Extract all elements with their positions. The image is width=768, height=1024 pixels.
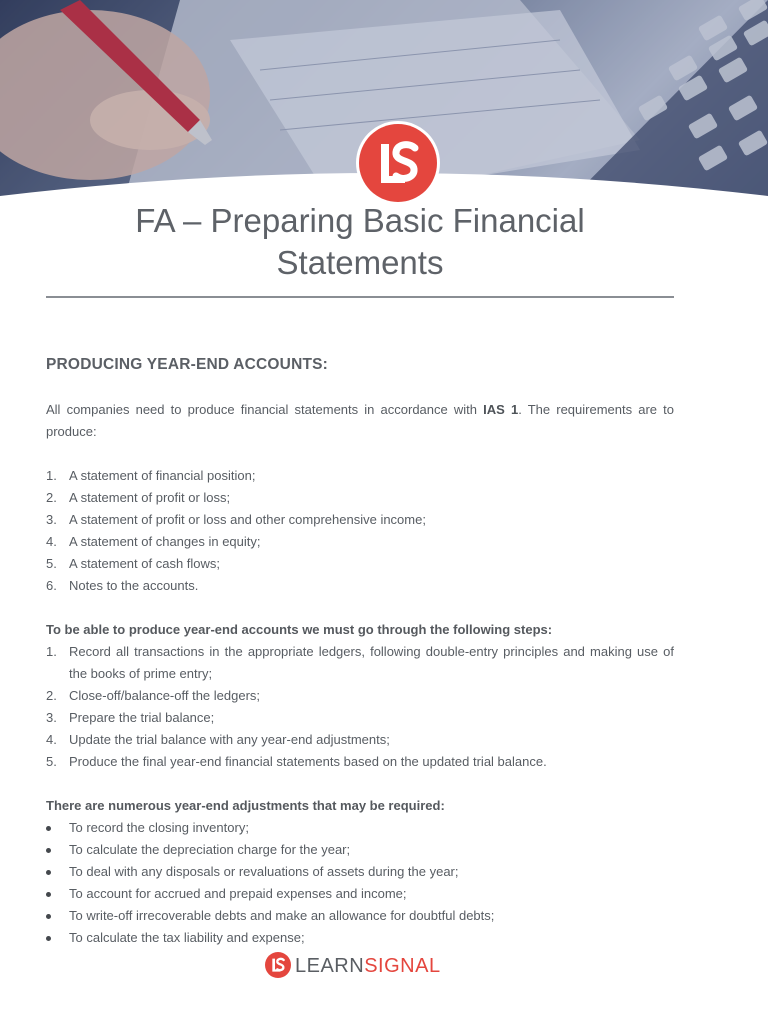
list-number: 4. — [46, 732, 57, 747]
ls-monogram-icon — [265, 952, 291, 978]
footer-brand-logo — [265, 951, 455, 979]
standard-reference: IAS 1 — [483, 402, 519, 417]
ls-monogram-icon — [359, 124, 437, 202]
list-item — [46, 905, 674, 927]
title-divider — [46, 296, 674, 298]
list-item-text: To deal with any disposals or revaluations of assets during the year; — [69, 864, 459, 879]
list-item — [46, 465, 674, 487]
list-item — [46, 883, 674, 905]
title-line-2: Statements — [276, 244, 444, 281]
list-item-text: To write-off irrecoverable debts and make an allowance for doubtful debts; — [69, 908, 495, 923]
list-item-text: To calculate the tax liability and expense; — [69, 930, 305, 945]
list-item — [46, 509, 674, 531]
list-number: 5. — [46, 556, 57, 571]
list-item — [46, 487, 674, 509]
list-item-text: To calculate the depreciation charge for the year; — [69, 842, 351, 857]
list-item — [46, 553, 674, 575]
list-item-text: Notes to the accounts. — [69, 578, 199, 593]
spacer — [46, 773, 674, 795]
statements-list — [46, 465, 674, 597]
bullet-icon — [46, 870, 51, 875]
list-item — [46, 927, 674, 949]
list-item — [46, 729, 674, 751]
footer-brand-name — [295, 954, 441, 978]
intro-text-end: . The requirements are to produce: — [46, 402, 675, 439]
title-line-1: FA – Preparing Basic Financial — [135, 202, 585, 239]
document-title — [46, 200, 674, 284]
spacer — [46, 443, 674, 465]
section-heading: PRODUCING YEAR-END ACCOUNTS: — [46, 356, 329, 373]
brand-learn: LEARN — [295, 955, 365, 977]
bullet-icon — [46, 848, 51, 853]
list-item-text: A statement of profit or loss and other comprehensive income; — [69, 512, 426, 527]
list-item-text: A statement of cash flows; — [69, 556, 221, 571]
list-number: 2. — [46, 688, 57, 703]
bullet-icon — [46, 826, 51, 831]
list-item — [46, 641, 674, 685]
list-number: 6. — [46, 578, 57, 593]
brand-signal: SIGNAL — [364, 955, 441, 977]
list-item — [46, 817, 674, 839]
list-item-text: Produce the final year-end financial statements based on the updated trial balance. — [69, 754, 547, 769]
ls-mark-icon — [265, 952, 291, 978]
list-item — [46, 751, 674, 773]
adjustments-list — [46, 817, 674, 949]
list-number: 3. — [46, 512, 57, 527]
list-item — [46, 575, 674, 597]
list-item-text: A statement of financial position; — [69, 468, 256, 483]
list-item-text: Close-off/balance-off the ledgers; — [69, 688, 261, 703]
list-item-text: Record all transactions in the appropriate ledgers, following double-entry principles and making use of the books of prime entry; — [69, 644, 674, 681]
list-number: 1. — [46, 644, 57, 659]
list-item-text: A statement of profit or loss; — [69, 490, 231, 505]
list-item-text: To account for accrued and prepaid expenses and income; — [69, 886, 407, 901]
steps-heading: To be able to produce year-end accounts we must go through the following steps: — [46, 622, 553, 637]
list-number: 5. — [46, 754, 57, 769]
bullet-icon — [46, 936, 51, 941]
learnsignal-logo — [359, 124, 437, 202]
intro-text-start: All companies need to produce financial statements in accordance with — [46, 402, 484, 417]
list-number: 3. — [46, 710, 57, 725]
list-item-text: To record the closing inventory; — [69, 820, 249, 835]
list-number: 1. — [46, 468, 57, 483]
adjustments-heading: There are numerous year-end adjustments that may be required: — [46, 798, 445, 813]
list-item — [46, 685, 674, 707]
steps-list — [46, 641, 674, 773]
spacer — [46, 597, 674, 619]
list-item — [46, 839, 674, 861]
bullet-icon — [46, 914, 51, 919]
list-item-text: A statement of changes in equity; — [69, 534, 261, 549]
list-number: 4. — [46, 534, 57, 549]
list-item — [46, 861, 674, 883]
list-item-text: Update the trial balance with any year-end adjustments; — [69, 732, 390, 747]
list-item — [46, 707, 674, 729]
intro-paragraph — [46, 399, 674, 443]
list-item — [46, 531, 674, 553]
bullet-icon — [46, 892, 51, 897]
list-number: 2. — [46, 490, 57, 505]
list-item-text: Prepare the trial balance; — [69, 710, 215, 725]
document-body — [46, 354, 674, 949]
